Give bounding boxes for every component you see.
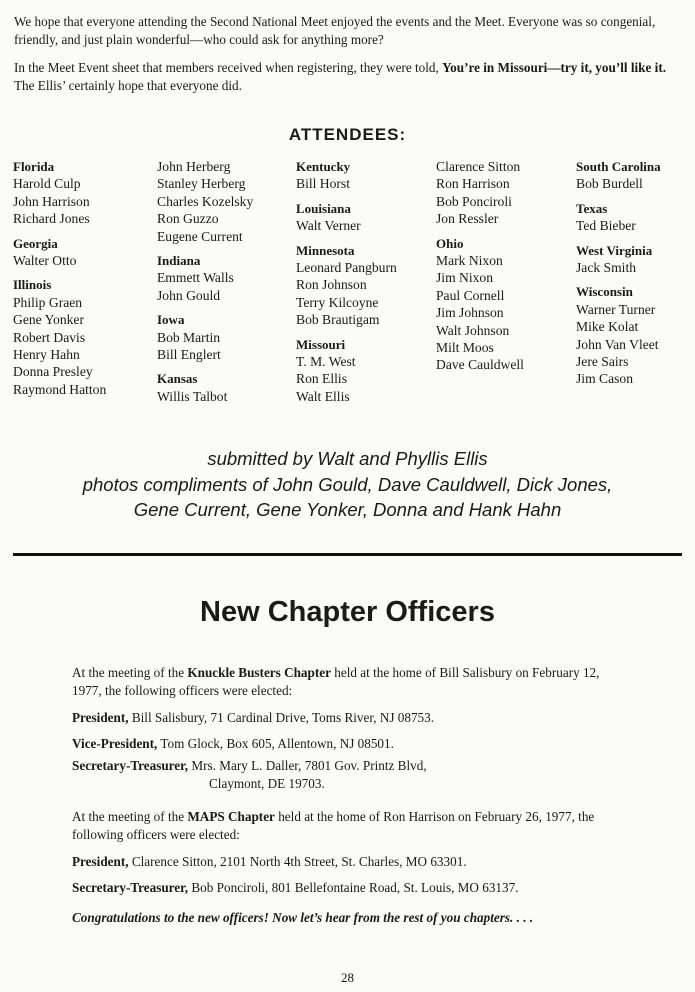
- knuckle-sec-label: Secretary-Treasurer,: [72, 758, 189, 773]
- intro-text-1: We hope that everyone attending the Second National Meet enjoyed the events and the Meet. Everyone was so congenial, friendly, and just plain wonderful—who could ask for anything more?: [14, 14, 656, 47]
- state-heading: Kansas: [157, 371, 198, 387]
- attendee-group: [576, 158, 661, 193]
- attendee-name: Eugene Current: [157, 228, 243, 244]
- attendee-name: Terry Kilcoyne: [296, 294, 379, 310]
- credits-line-1: submitted by Walt and Phyllis Ellis: [207, 448, 488, 469]
- knuckle-president-value: Bill Salisbury, 71 Cardinal Drive, Toms River, NJ 08753.: [131, 710, 435, 725]
- knuckle-chapter-name: Knuckle Busters Chapter: [187, 665, 331, 680]
- intro-text-2a: In the Meet Event sheet that members received when registering, they were told,: [14, 60, 439, 75]
- attendee-name: Leonard Pangburn: [296, 260, 397, 276]
- attendee-name: Henry Hahn: [13, 347, 80, 363]
- attendee-name: Bob Martin: [157, 329, 221, 345]
- attendee-group: [576, 242, 661, 277]
- attendee-name: Bob Brautigam: [296, 312, 380, 328]
- attendee-name: Stanley Herberg: [157, 176, 246, 192]
- knuckle-vp-label: Vice-President,: [72, 736, 158, 751]
- attendee-name: Walt Verner: [296, 218, 361, 234]
- attendee-group: [296, 242, 397, 329]
- attendee-name: Warner Turner: [576, 301, 656, 317]
- attendee-column-1: [13, 158, 106, 405]
- state-heading: Florida: [13, 159, 55, 174]
- attendee-group: [157, 252, 253, 304]
- maps-chapter-name: MAPS Chapter: [187, 809, 275, 824]
- attendee-name: Paul Cornell: [436, 287, 505, 303]
- state-heading: Louisiana: [296, 200, 351, 216]
- knuckle-president-label: President,: [72, 710, 129, 725]
- attendee-name: Bill Horst: [296, 176, 351, 192]
- state-heading: Georgia: [13, 235, 58, 251]
- attendee-name: John Van Vleet: [576, 336, 659, 352]
- knuckle-intro-a: At the meeting of the: [72, 665, 185, 680]
- attendee-name: Jim Johnson: [436, 305, 504, 321]
- attendee-name: Harold Culp: [13, 176, 81, 192]
- attendee-name: Mark Nixon: [436, 253, 503, 269]
- state-heading: Ohio: [436, 235, 464, 251]
- attendee-name: Bob Ponciroli: [436, 193, 512, 209]
- maps-president-value: Clarence Sitton, 2101 North 4th Street, St. Charles, MO 63301.: [131, 854, 467, 869]
- attendee-column-4: [436, 158, 524, 381]
- state-heading: Missouri: [296, 336, 346, 352]
- maps-president-label: President,: [72, 854, 129, 869]
- attendee-name: Dave Cauldwell: [436, 357, 524, 373]
- attendee-group: [13, 276, 106, 398]
- credits-block: [0, 446, 695, 523]
- state-heading: Indiana: [157, 253, 201, 269]
- maps-intro-a: At the meeting of the: [72, 809, 185, 824]
- attendee-group: [296, 336, 397, 406]
- attendee-group: [576, 200, 661, 235]
- state-heading: Iowa: [157, 312, 185, 328]
- attendee-group: [13, 235, 106, 270]
- attendee-name: Walter Otto: [13, 253, 77, 269]
- maps-intro-b: held at the home of Ron Harrison on February 26, 1977, the following officers were elected:: [72, 809, 595, 842]
- attendee-name: Jim Nixon: [436, 270, 494, 286]
- attendee-name: Milt Moos: [436, 340, 494, 356]
- maps-president: [72, 853, 632, 871]
- maps-sec-value: Bob Ponciroli, 801 Bellefontaine Road, St. Louis, MO 63137.: [191, 880, 519, 895]
- attendee-group: [436, 158, 524, 228]
- attendees-heading: ATTENDEES:: [288, 125, 407, 144]
- attendee-name: Bob Burdell: [576, 176, 643, 192]
- page-number: 28: [341, 970, 354, 985]
- attendee-name: T. M. West: [296, 354, 356, 370]
- credits-line-2: photos compliments of John Gould, Dave Cauldwell, Dick Jones,: [82, 473, 613, 495]
- attendee-name: Raymond Hatton: [13, 381, 107, 397]
- attendee-name: Jack Smith: [576, 260, 637, 276]
- attendee-group: [157, 158, 253, 245]
- state-heading: Texas: [576, 200, 608, 216]
- attendee-group: [157, 370, 253, 405]
- congratulations-note: Congratulations to the new officers! Now let’s hear from the rest of you chapters. . . .: [72, 910, 534, 925]
- attendee-name: Robert Davis: [13, 329, 86, 345]
- attendee-name: John Gould: [157, 287, 221, 303]
- intro-text-2b: The Ellis’ certainly hope that everyone did.: [14, 78, 242, 93]
- attendee-name: Philip Graen: [13, 294, 83, 310]
- attendee-name: Walt Johnson: [436, 322, 510, 338]
- knuckle-vice-president: [72, 735, 632, 753]
- knuckle-secretary-treasurer: [72, 757, 632, 792]
- attendee-name: Jim Cason: [576, 371, 634, 387]
- state-heading: Wisconsin: [576, 284, 633, 300]
- state-heading: West Virginia: [576, 242, 653, 258]
- intro-slogan: You’re in Missouri—try it, you’ll like it.: [442, 60, 667, 75]
- attendee-name: Clarence Sitton: [436, 159, 521, 174]
- attendee-name: Ron Johnson: [296, 277, 367, 293]
- intro-paragraph-2: [14, 59, 682, 95]
- attendee-column-5: [576, 158, 661, 395]
- attendee-group: [157, 311, 253, 363]
- attendee-name: John Harrison: [13, 193, 90, 209]
- attendee-column-2: [157, 158, 253, 412]
- knuckle-intro-b: held at the home of Bill Salisbury on February 12, 1977, the following officers were elected:: [72, 665, 600, 698]
- attendee-name: Ron Harrison: [436, 176, 510, 192]
- attendee-name: Donna Presley: [13, 364, 93, 380]
- section-divider: [13, 553, 682, 556]
- attendee-group: [436, 235, 524, 374]
- attendee-name: Jere Sairs: [576, 354, 629, 370]
- attendee-name: Ted Bieber: [576, 218, 636, 234]
- attendee-name: Emmett Walls: [157, 270, 234, 286]
- knuckle-sec-value-1: Mrs. Mary L. Daller, 7801 Gov. Printz Blvd,: [191, 758, 427, 773]
- attendee-name: Willis Talbot: [157, 388, 228, 404]
- maps-sec-label: Secretary-Treasurer,: [72, 880, 189, 895]
- attendee-name: Richard Jones: [13, 211, 90, 227]
- state-heading: South Carolina: [576, 159, 661, 174]
- attendee-name: Bill Englert: [157, 347, 221, 363]
- credits-line-3: Gene Current, Gene Yonker, Donna and Hank Hahn: [133, 499, 562, 520]
- maps-secretary-treasurer: [72, 879, 632, 897]
- attendee-name: Mike Kolat: [576, 319, 639, 335]
- attendee-name: Ron Guzzo: [157, 211, 219, 227]
- attendee-name: Walt Ellis: [296, 388, 350, 404]
- intro-paragraph-1: [14, 13, 682, 49]
- attendee-name: Charles Kozelsky: [157, 193, 254, 209]
- knuckle-busters-intro: [72, 664, 632, 699]
- attendee-name: John Herberg: [157, 159, 231, 174]
- knuckle-vp-value: Tom Glock, Box 605, Allentown, NJ 08501.: [160, 736, 394, 751]
- attendee-group: [13, 158, 106, 228]
- attendee-name: Gene Yonker: [13, 312, 84, 328]
- state-heading: Illinois: [13, 277, 52, 293]
- state-heading: Minnesota: [296, 242, 355, 258]
- officers-heading: New Chapter Officers: [200, 596, 495, 628]
- attendee-name: Ron Ellis: [296, 371, 347, 387]
- maps-intro: [72, 808, 632, 843]
- knuckle-president: [72, 709, 632, 727]
- attendee-group: [296, 158, 397, 193]
- knuckle-sec-value-2: Claymont, DE 19703.: [209, 775, 325, 791]
- attendee-column-3: [296, 158, 397, 412]
- attendee-group: [576, 283, 661, 387]
- attendee-group: [296, 200, 397, 235]
- state-heading: Kentucky: [296, 159, 351, 174]
- attendee-name: Jon Ressler: [436, 211, 499, 227]
